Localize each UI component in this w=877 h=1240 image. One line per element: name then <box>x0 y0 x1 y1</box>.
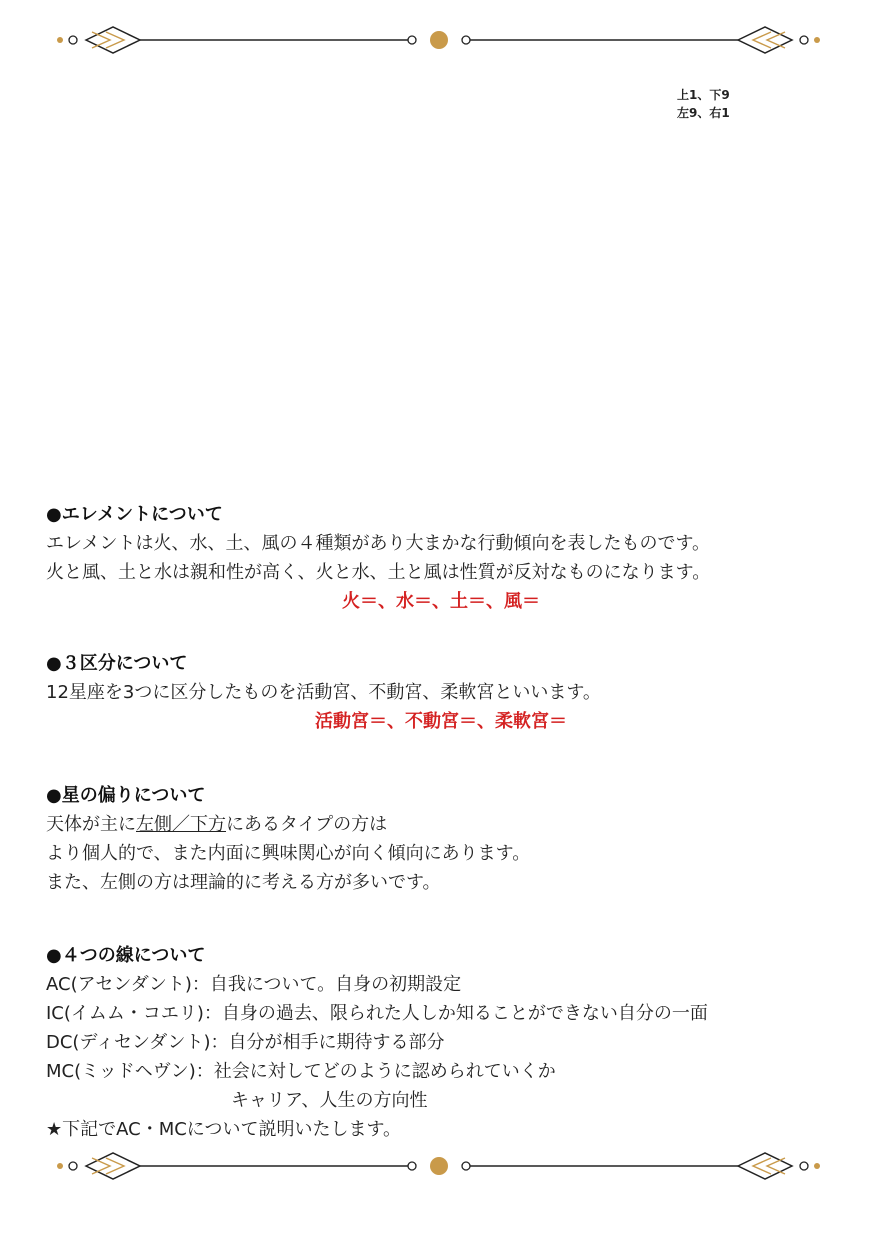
bottom-ornament <box>0 1146 877 1186</box>
lines-mc: MC(ミッドヘヴン)：社会に対してどのように認められていくか <box>46 1061 556 1082</box>
top-ornament <box>0 20 877 60</box>
element-heading: ●エレメントについて <box>46 504 223 525</box>
bias-heading: ●星の偏りについて <box>46 785 206 806</box>
bias-text-3: また、左側の方は理論的に考える方が多いです。 <box>46 872 441 893</box>
bias-text-1-underline: 左側／下方 <box>136 814 226 835</box>
lines-mc-continuation: キャリア、人生の方向性 <box>231 1090 428 1111</box>
element-text-2: 火と風、土と水は親和性が高く、火と水、土と風は性質が反対なものになります。 <box>46 562 711 583</box>
lines-section <box>46 942 836 1144</box>
corner-note <box>677 86 730 122</box>
division-text-1: 12星座を3つに区分したものを活動宮、不動宮、柔軟宮といいます。 <box>46 682 601 703</box>
division-red-line: 活動宮＝、不動宮＝、柔軟宮＝ <box>315 711 567 732</box>
bias-text-1-post: にあるタイプの方は <box>226 814 388 835</box>
bias-text-1 <box>46 810 836 839</box>
lines-ac: AC(アセンダント)：自我について。自身の初期設定 <box>46 974 462 995</box>
lines-ic: IC(イムム・コエリ)：自身の過去、限られた人しか知ることができない自分の一面 <box>46 1003 708 1024</box>
bias-section <box>46 782 836 897</box>
division-heading: ●３区分について <box>46 653 188 674</box>
corner-note-line1: 上1、下9 <box>677 88 730 102</box>
division-section <box>46 650 836 736</box>
element-red-line: 火＝、水＝、土＝、風＝ <box>342 591 540 612</box>
bias-text-2: より個人的で、また内面に興味関心が向く傾向にあります。 <box>46 843 531 864</box>
bias-text-1-pre: 天体が主に <box>46 814 136 835</box>
lines-dc: DC(ディセンダント)：自分が相手に期待する部分 <box>46 1032 445 1053</box>
corner-note-line2: 左9、右1 <box>677 106 730 120</box>
lines-note: ★下記でAC・MCについて説明いたします。 <box>46 1119 401 1140</box>
lines-heading: ●４つの線について <box>46 945 206 966</box>
element-text-1: エレメントは火、水、土、風の４種類があり大まかな行動傾向を表したものです。 <box>46 533 711 554</box>
element-section <box>46 501 836 616</box>
